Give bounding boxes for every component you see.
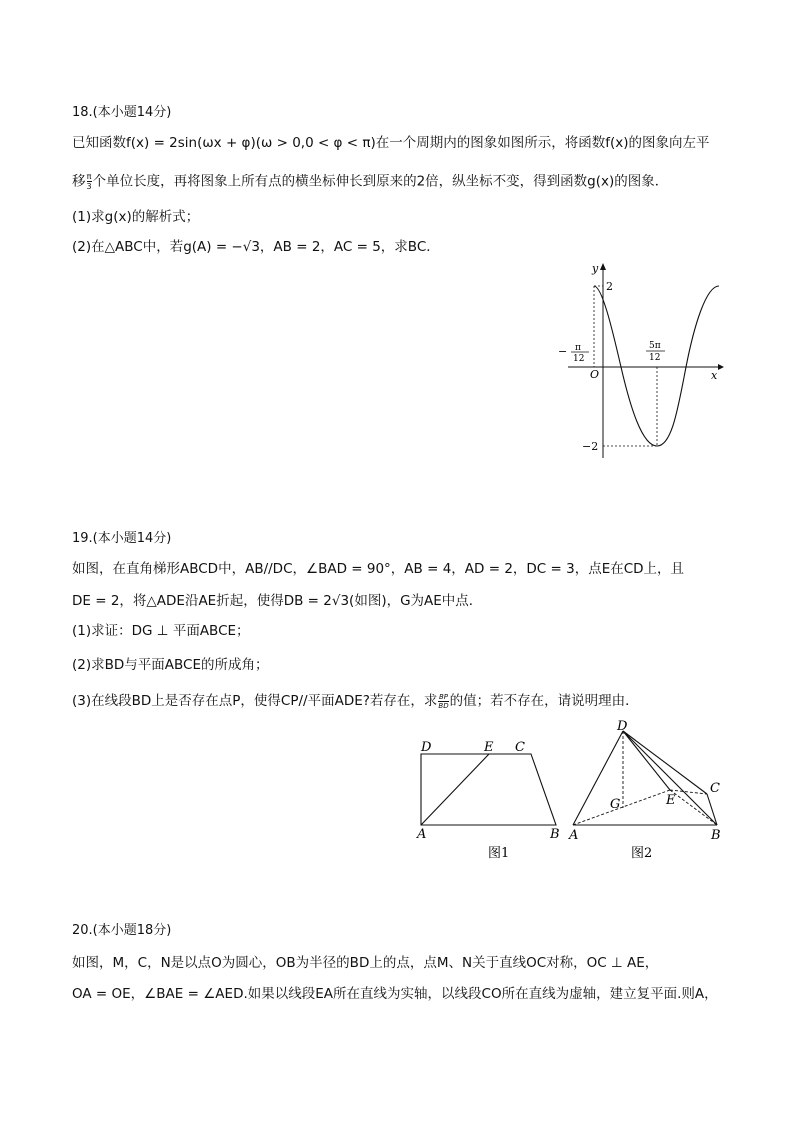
fig2-caption: 图2	[631, 846, 653, 861]
fig1-label-c: C	[515, 740, 525, 755]
q20-line1: 如图，M，C，N是以点O为圆心，OB为半径的BD上的点，点M、N关于直线OC对称，OC ⊥ AE，	[72, 955, 659, 971]
q18-line2-b: 个单位长度，再将图象上所有点的横坐标伸长到原来的2倍，纵坐标不变，得到函数g(x)的图象．	[92, 173, 669, 190]
fig1-label-d: D	[421, 740, 432, 755]
right-5pi: 5π	[649, 341, 661, 351]
left-12: 12	[573, 354, 585, 364]
left-pi: π	[575, 343, 581, 353]
q19-header: 19.(本小题14分)	[72, 531, 172, 546]
q19-part1: (1)求证：DG ⊥ 平面ABCE；	[72, 623, 250, 639]
q18-sine-graph	[556, 258, 726, 463]
fig2-label-g: G	[610, 797, 621, 812]
fig1-label-e: E	[484, 740, 494, 755]
q19-part3-b: 的值；若不存在，请说明理由．	[449, 693, 639, 709]
dashed-ae	[573, 790, 670, 825]
q18-line1: 已知函数f(x) = 2sin(ωx + φ)(ω > 0,0 < φ < π)在一个周期内的图象如图所示，将函数f(x)的图象向左平	[72, 135, 710, 151]
y-min-label: −2	[582, 440, 599, 453]
y-axis-arrow	[600, 263, 606, 270]
fig2-label-a: A	[569, 828, 579, 843]
y-axis-label: y	[592, 262, 599, 275]
right-12: 12	[649, 353, 661, 363]
x-axis-label: x	[711, 369, 718, 382]
fig1-label-b: B	[550, 827, 560, 842]
q18-line2	[72, 172, 668, 191]
q20-header: 20.(本小题18分)	[72, 923, 172, 938]
origin-label: O	[590, 368, 600, 381]
q19-bp-over-bd: $\frac{BP}{BD}$	[438, 692, 449, 710]
q19-line2: DE = 2，将△ADE沿AE折起，使得DB = 2√3(如图)，G为AE中点．	[72, 593, 483, 609]
segment-ae	[421, 754, 489, 825]
q18-pi-over-3: $\frac{\pi}{3}$	[86, 172, 92, 191]
y-max-label: 2	[606, 280, 613, 293]
fig2-label-e: E	[666, 793, 676, 808]
q19-figure2	[565, 718, 730, 863]
left-minus: −	[558, 345, 568, 358]
q19-figure1	[414, 735, 564, 865]
q18-line2-a: 移	[72, 173, 86, 190]
q20-line2: OA = OE，∠BAE = ∠AED.如果以线段EA所在直线为实轴，以线段CO所在直线为虚轴，建立复平面.则A，	[72, 986, 718, 1002]
fig2-label-c: C	[710, 781, 720, 796]
trapezoid-abcd	[421, 754, 556, 825]
edge-db	[623, 731, 717, 825]
q18-part2: (2)在△ABC中，若g(A) = −√3，AB = 2，AC = 5，求BC．	[72, 239, 440, 255]
q19-part2: (2)求BD与平面ABCE的所成角；	[72, 657, 269, 673]
q18-header: 18.(本小题14分)	[72, 105, 172, 120]
fig1-caption: 图1	[488, 846, 510, 861]
sine-curve	[594, 286, 719, 446]
q19-part3	[72, 692, 639, 710]
dashed-ec	[670, 790, 707, 794]
q19-part3-a: (3)在线段BD上是否存在点P，使得CP//平面ADE?若存在，求	[72, 693, 438, 709]
fig2-label-b: B	[711, 828, 721, 843]
q18-part1: (1)求g(x)的解析式；	[72, 209, 200, 225]
fig1-label-a: A	[417, 827, 427, 842]
q19-line1: 如图，在直角梯形ABCD中，AB//DC，∠BAD = 90°，AB = 4，AD = 2，DC = 3，点E在CD上，且	[72, 561, 685, 577]
x-axis-arrow	[718, 364, 724, 370]
fig2-label-d: D	[617, 719, 628, 734]
